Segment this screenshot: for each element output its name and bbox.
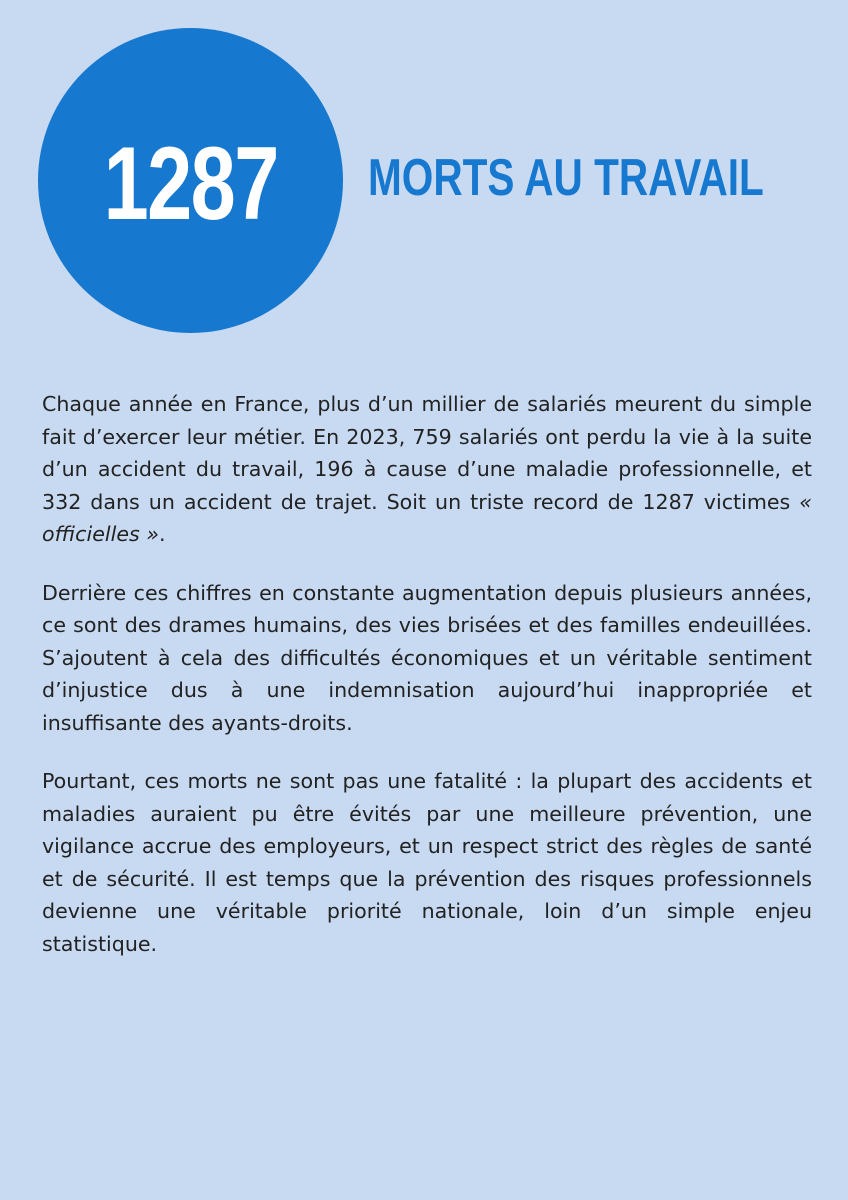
paragraph-2: Derrière ces chiffres en constante augmentation depuis plusieurs années, ce sont des drames humains, des vies brisées et des familles endeuillées. S’ajoutent à cela des difficultés économiques et un véritable sentiment d’injustice dus à une indemnisation aujourd’hui inappropriée et insuffisante des ayants-droits. (42, 580, 812, 735)
paragraph-1-quote: « officielles » (42, 489, 812, 546)
death-count: 1287 (103, 125, 278, 242)
paragraph-1 (42, 388, 812, 551)
number-circle (38, 28, 343, 333)
page-title: MORTS AU TRAVAIL (368, 149, 764, 207)
paragraph-1-end: . (159, 522, 166, 546)
article-body (42, 388, 812, 986)
paragraph-3: Pourtant, ces morts ne sont pas une fatalité : la plupart des accidents et maladies auraient pu être évités par une meilleure prévention, une vigilance accrue des employeurs, et un respect strict des règles de santé et de sécurité. Il est temps que la prévention des risques professionnels devienne une véritable priorité nationale, loin d’un simple enjeu statistique. (42, 769, 812, 956)
paragraph-1-text: Chaque année en France, plus d’un millier de salariés meurent du simple fait d’exercer leur métier. En 2023, 759 salariés ont perdu la vie à la suite d’un accident du travail, 196 à cause d’une maladie professionnelle, et 332 dans un accident de trajet. Soit un triste record de 1287 victimes (42, 392, 812, 514)
